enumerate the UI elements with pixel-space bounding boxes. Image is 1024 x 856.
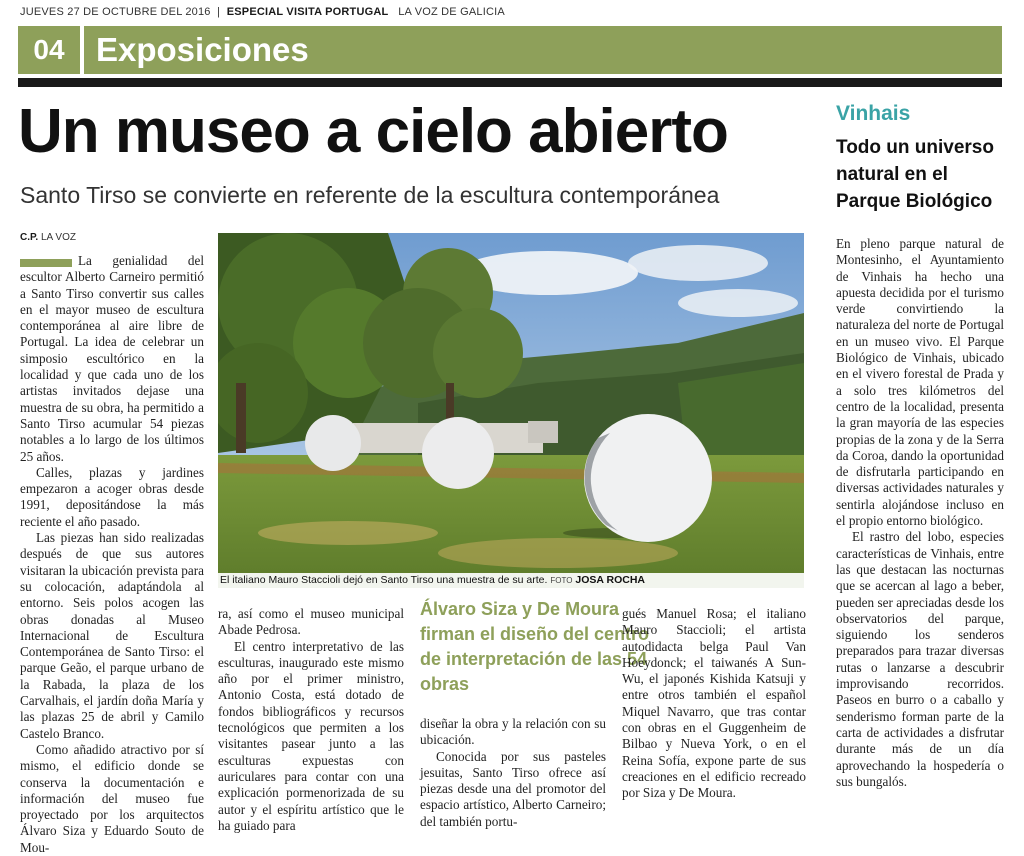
article-column-4	[622, 606, 806, 802]
headline: Un museo a cielo abierto	[18, 97, 728, 166]
paragraph: ra, así como el museo municipal Abade Pedrosa.	[218, 606, 404, 638]
caption-text: El italiano Mauro Staccioli dejó en Santo Tirso una muestra de su arte.	[220, 574, 548, 586]
sidebar-title: Todo un universo natural en el Parque Biológico	[836, 137, 994, 212]
header-special: ESPECIAL VISITA PORTUGAL	[226, 6, 389, 18]
paragraph: El rastro del lobo, especies características de Vinhais, entre las que destacan las nocturnas que se acercan al lago a beber, pueden ser apreciadas desde los observatorios del parque, siguiendo los senderos preparados para trazar diversas rutas o lanzarse a descubrir improvisando recorridos. Paseos en burro o a caballo y senderismo forman parte de la carta de actividades a disfrutar durante más de un día aprovechando la hospedería o sus bungalós.	[836, 529, 1004, 789]
credit-name: JOSA ROCHA	[575, 574, 645, 586]
article-photo	[218, 233, 804, 588]
photo-caption	[218, 573, 804, 588]
subheadline: Santo Tirso se convierte en referente de la escultura contemporánea	[20, 182, 720, 208]
paragraph: El centro interpretativo de las esculturas, inaugurado este mismo año por el primer ministro, Antonio Costa, está dotado de fondos bibliográficos y recursos tecnológicos que permiten a los visitantes pasear junto a las esculturas expuestas con auriculares para contar con una explicación pormenorizada de su autor y el espíritu artístico que le ha guiado para	[218, 638, 404, 833]
paragraph: diseñar la obra y la relación con su ubicación.	[420, 716, 606, 748]
paragraph: Como añadido atractivo por sí mismo, el edificio donde se conserva la documentación e información del museo fue proyectado por los arquitectos Álvaro Siza y Eduardo Souto de Mou-	[20, 741, 204, 855]
article-column-2	[218, 606, 404, 834]
header-date: JUEVES 27 DE OCTUBRE DEL 2016	[20, 6, 211, 18]
sidebar-body	[836, 236, 1004, 790]
credit-label: FOTO	[550, 576, 573, 585]
header-paper: LA VOZ DE GALICIA	[398, 6, 505, 18]
paragraph: La genialidad del escultor Alberto Carneiro permitió a Santo Tirso convertir sus calles en el mayor museo de escultura contemporánea al aire libre de Portugal. La idea de celebrar un simposio escultórico en la localidad y que cada uno de los artistas invitados dejase una muestra de su obra, ha permitido a Santo Tirso acumular 54 piezas notables a lo largo de los últimos 25 años.	[20, 253, 204, 464]
pull-quote: Álvaro Siza y De Moura firman el diseño del centro de interpretación de las 54 obras	[420, 599, 650, 694]
paragraph: Las piezas han sido realizadas después de que sus autores visitaran la ubicación prevista para su colocación, adaptándola al entorno. Seis polos acogen las obras donadas al Museo Internacional de Escultura Contemporánea de Santo Tirso: el parque Geão, el parque urbano de la Rabada, la plaza de los Carvalhais, el jardín doña María y las plazas 25 de abril y Camilo Castelo Branco.	[20, 530, 204, 741]
byline-source: LA VOZ	[40, 232, 76, 243]
article-column-3	[420, 716, 606, 830]
article-column-1	[20, 253, 204, 856]
header-rule	[18, 78, 1002, 87]
section-bar	[18, 26, 1002, 74]
paragraph: gués Manuel Rosa; el italiano Mauro Staccioli; el artista autodidacta belga Paul Van Hoeydonck; el taiwanés A Sun-Wu, el japonés Kishida Katsuji y entre otros también el español Miquel Navarro, que tras contar con obras en el Guggenheim de Bilbao y Nueva York, o en el Reina Sofía, expone parte de sus creaciones en el edificio recreado por Siza y De Moura.	[622, 606, 806, 801]
byline-initials: C.P.	[20, 232, 39, 243]
paragraph: En pleno parque natural de Montesinho, el Ayuntamiento de Vinhais ha hecho una apuesta decidida por el turismo verde convirtiendo la naturaleza del norte de Portugal en un museo vivo. El Parque Biológico de Vinhais, ubicado en el vivero forestal de Prada y a solo tres kilómetros del centro de la localidad, presenta la gran mayoría de las especies propias de la zona y de la Serra da Coroa, dando la oportunidad de disfrutarla participando en diversas actividades naturales y sentirla alojándose incluso en el propio entorno biológico.	[836, 236, 1004, 529]
section-name: Exposiciones	[84, 26, 1002, 74]
page-header: JUEVES 27 DE OCTUBRE DEL 2016 | ESPECIAL VISITA PORTUGAL LA VOZ DE GALICIA	[20, 6, 505, 18]
photo-sculptures-park	[218, 233, 804, 588]
page-number: 04	[18, 26, 80, 74]
paragraph: Calles, plazas y jardines empezaron a acoger obras desde 1991, depositándose la más reciente el año pasado.	[20, 464, 204, 529]
byline	[20, 232, 76, 243]
paragraph: Conocida por sus pasteles jesuitas, Santo Tirso ofrece así piezas desde una del promotor del espacio artístico, Alberto Carneiro; del también portu-	[420, 748, 606, 829]
sidebar-kicker: Vinhais	[836, 102, 911, 125]
